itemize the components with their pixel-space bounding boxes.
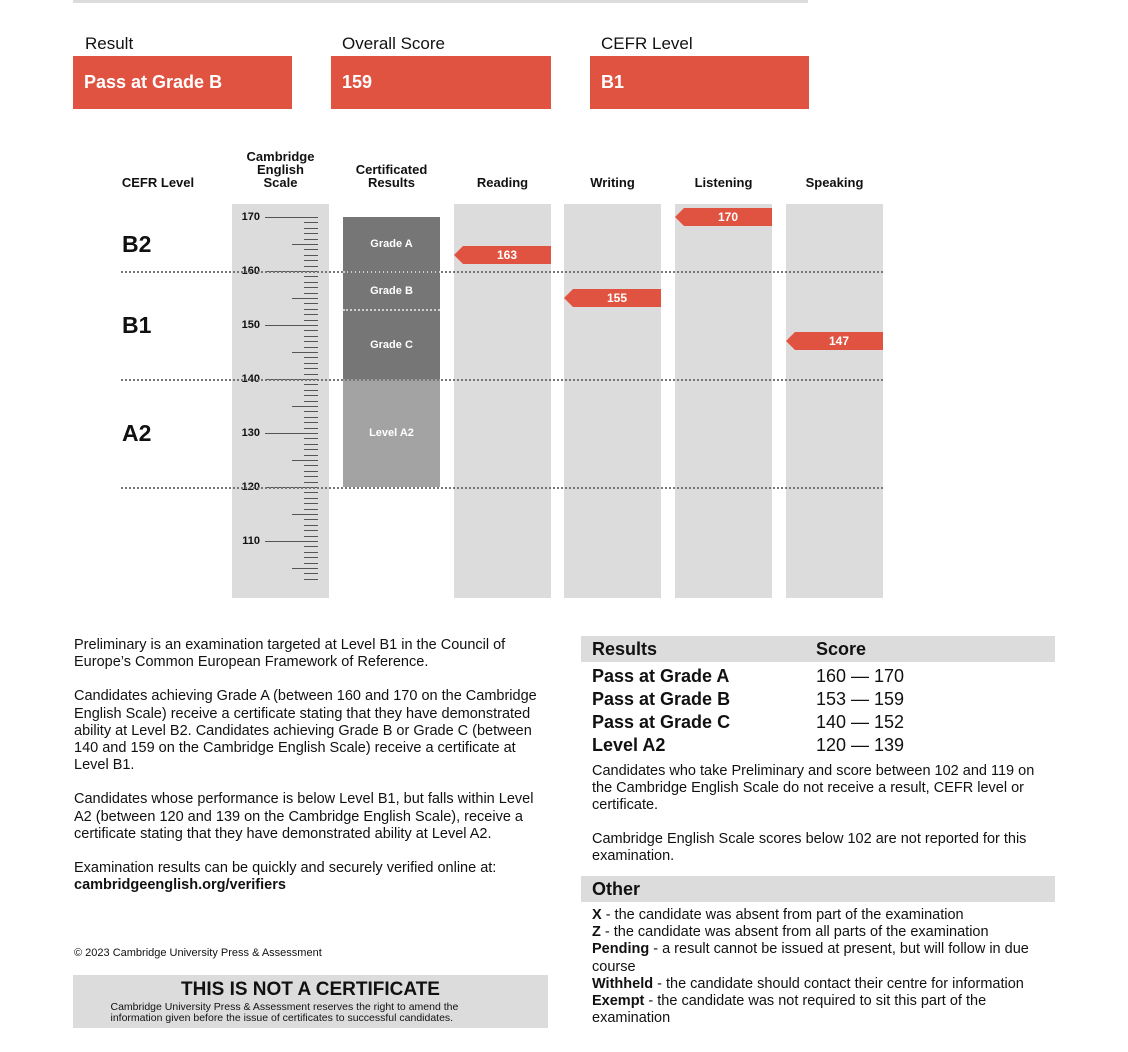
info-paragraph-2: Candidates achieving Grade A (between 160 and 170 on the Cambridge English Scale) receive a certificate stating that they have demonstrated ability at Level B2. Candidates achieving Grade B or Grade C (between 140 and 159 on the Cambridge English Scale) receive a certificate at Level B1. bbox=[74, 688, 537, 774]
scale-minor-tick bbox=[304, 492, 318, 493]
scale-label-150: 150 bbox=[241, 319, 260, 331]
scale-major-tick bbox=[265, 541, 318, 542]
scale-minor-tick bbox=[304, 422, 318, 423]
scale-label-170: 170 bbox=[241, 211, 260, 223]
not-certificate-box bbox=[73, 975, 548, 1028]
scale-minor-tick bbox=[304, 384, 318, 385]
scale-major-tick bbox=[265, 433, 318, 434]
not-certificate-text: Cambridge University Press & Assessment reserves the right to amend the information given before the issue of certificates to successful candidates. bbox=[110, 1001, 459, 1024]
scale-minor-tick bbox=[304, 239, 318, 240]
reading-score-marker: 163 bbox=[463, 246, 551, 264]
results-col-header: Results bbox=[592, 639, 658, 659]
scale-minor-tick bbox=[292, 406, 318, 407]
header-writing: Writing bbox=[590, 175, 635, 190]
score-label: Overall Score bbox=[342, 34, 445, 53]
scale-minor-tick bbox=[304, 330, 318, 331]
scale-minor-tick bbox=[304, 417, 318, 418]
writing-column bbox=[564, 204, 661, 598]
scale-minor-tick bbox=[304, 309, 318, 310]
scale-minor-tick bbox=[304, 579, 318, 580]
scale-minor-tick bbox=[304, 465, 318, 466]
grade-band-a2: Level A2 bbox=[343, 379, 440, 487]
scale-minor-tick bbox=[292, 460, 318, 461]
scale-minor-tick bbox=[304, 368, 318, 369]
scale-minor-tick bbox=[304, 255, 318, 256]
cefr-value: B1 bbox=[590, 56, 809, 109]
scale-minor-tick bbox=[292, 298, 318, 299]
listening-score-marker: 170 bbox=[684, 208, 772, 226]
result-value: Pass at Grade B bbox=[73, 56, 292, 109]
verify-link[interactable]: cambridgeenglish.org/verifiers bbox=[74, 877, 286, 894]
scale-major-tick bbox=[265, 325, 318, 326]
scale-minor-tick bbox=[304, 503, 318, 504]
score-col-header: Score bbox=[816, 639, 867, 659]
scale-minor-tick bbox=[304, 536, 318, 537]
scale-minor-tick bbox=[304, 341, 318, 342]
scale-label-140: 140 bbox=[241, 373, 260, 385]
results-note-2: Cambridge English Scale scores below 102 are not reported for this examination. bbox=[592, 831, 1027, 865]
scale-minor-tick bbox=[304, 303, 318, 304]
scale-minor-tick bbox=[304, 374, 318, 375]
scale-minor-tick bbox=[304, 573, 318, 574]
list-item: Pending - a result cannot be issued at present, but will follow in due course bbox=[592, 941, 1029, 975]
top-rule bbox=[73, 0, 808, 3]
header-certificated-results: Certificated Results bbox=[355, 162, 428, 190]
list-item: Z - the candidate was absent from all parts of the examination bbox=[592, 924, 989, 941]
scale-minor-tick bbox=[304, 260, 318, 261]
info-paragraph-1: Preliminary is an examination targeted at Level B1 in the Council of Europe’s Common European Framework of Reference. bbox=[74, 637, 506, 671]
scale-minor-tick bbox=[304, 530, 318, 531]
info-paragraph-4: Examination results can be quickly and securely verified online at: bbox=[74, 860, 497, 877]
scale-minor-tick bbox=[304, 266, 318, 267]
scale-minor-tick bbox=[292, 514, 318, 515]
scale-minor-tick bbox=[304, 438, 318, 439]
cefr-level-b1: B1 bbox=[122, 312, 152, 338]
other-header: Other bbox=[581, 876, 1055, 902]
scale-minor-tick bbox=[304, 287, 318, 288]
scale-minor-tick bbox=[292, 352, 318, 353]
scale-minor-tick bbox=[304, 233, 318, 234]
list-item: X - the candidate was absent from part of the examination bbox=[592, 907, 964, 923]
scale-minor-tick bbox=[304, 276, 318, 277]
scale-minor-tick bbox=[304, 401, 318, 402]
scale-minor-tick bbox=[304, 449, 318, 450]
list-item: Exempt - the candidate was not required to sit this part of the examination bbox=[592, 993, 987, 1027]
scale-minor-tick bbox=[304, 228, 318, 229]
scale-major-tick bbox=[265, 217, 318, 218]
result-label: Result bbox=[85, 34, 134, 53]
info-text bbox=[74, 637, 544, 894]
info-paragraph-3: Candidates whose performance is below Level B1, but falls within Level A2 (between 120 and 139 on the Cambridge English Scale), receive a certificate stating that they have demonstrated ability at Level A2. bbox=[74, 791, 534, 842]
cefr-boundary-line bbox=[121, 487, 883, 489]
scale-minor-tick bbox=[304, 314, 318, 315]
scale-label-110: 110 bbox=[242, 535, 260, 547]
header-reading: Reading bbox=[476, 175, 529, 190]
scale-minor-tick bbox=[304, 282, 318, 283]
table-row: Pass at Grade B 153 — 159 bbox=[592, 689, 905, 709]
table-row: Pass at Grade A 160 — 170 bbox=[592, 666, 905, 686]
scale-minor-tick bbox=[304, 525, 318, 526]
score-value: 159 bbox=[331, 56, 551, 109]
scale-minor-tick bbox=[304, 444, 318, 445]
scale-minor-tick bbox=[304, 519, 318, 520]
scale-label-160: 160 bbox=[241, 265, 260, 277]
header-listening: Listening bbox=[694, 175, 753, 190]
scale-minor-tick bbox=[304, 563, 318, 564]
copyright: © 2023 Cambridge University Press & Assessment bbox=[74, 947, 322, 959]
scale-minor-tick bbox=[304, 482, 318, 483]
scale-minor-tick bbox=[304, 336, 318, 337]
speaking-column bbox=[786, 204, 883, 598]
cefr-level-a2: A2 bbox=[122, 420, 152, 446]
list-item: Withheld - the candidate should contact their centre for information bbox=[592, 975, 1024, 992]
listening-column bbox=[675, 204, 772, 598]
grade-band-b: Grade B bbox=[343, 271, 440, 309]
cefr-boundary-line bbox=[121, 379, 883, 381]
scale-minor-tick bbox=[304, 455, 318, 456]
scale-minor-tick bbox=[304, 222, 318, 223]
cefr-level-b2: B2 bbox=[122, 231, 152, 257]
results-note-1: Candidates who take Preliminary and score between 102 and 119 on the Cambridge English Scale do not receive a result, CEFR level or certificate. bbox=[592, 763, 1035, 814]
scale-minor-tick bbox=[304, 390, 318, 391]
results-table-header bbox=[581, 636, 1055, 662]
scale-minor-tick bbox=[304, 476, 318, 477]
scale-minor-tick bbox=[304, 395, 318, 396]
scale-label-120: 120 bbox=[241, 481, 260, 493]
scale-minor-tick bbox=[304, 428, 318, 429]
table-row: Level A2 120 — 139 bbox=[592, 735, 905, 755]
scale-minor-tick bbox=[292, 244, 318, 245]
scale-minor-tick bbox=[304, 411, 318, 412]
table-row: Pass at Grade C 140 — 152 bbox=[592, 712, 905, 732]
not-certificate-title: THIS IS NOT A CERTIFICATE bbox=[181, 979, 440, 1000]
scale-minor-tick bbox=[304, 363, 318, 364]
scale-minor-tick bbox=[292, 568, 318, 569]
other-list bbox=[592, 907, 1054, 1027]
scale-minor-tick bbox=[304, 552, 318, 553]
scale-minor-tick bbox=[304, 320, 318, 321]
scale-label-130: 130 bbox=[241, 427, 260, 439]
cefr-label: CEFR Level bbox=[601, 34, 693, 53]
scale-minor-tick bbox=[304, 498, 318, 499]
grade-band-c: Grade C bbox=[343, 309, 440, 379]
scale-minor-tick bbox=[304, 546, 318, 547]
scale-minor-tick bbox=[304, 249, 318, 250]
scale-minor-tick bbox=[304, 357, 318, 358]
header-cambridge-scale: Cambridge English Scale bbox=[246, 149, 315, 190]
scale-minor-tick bbox=[304, 557, 318, 558]
grade-band-a: Grade A bbox=[343, 217, 440, 271]
scale-minor-tick bbox=[304, 293, 318, 294]
scale-minor-tick bbox=[304, 509, 318, 510]
results-table bbox=[592, 665, 1052, 757]
scale-minor-tick bbox=[304, 471, 318, 472]
scale-minor-tick bbox=[304, 347, 318, 348]
writing-score-marker: 155 bbox=[573, 289, 661, 307]
speaking-score-marker: 147 bbox=[795, 332, 883, 350]
header-speaking: Speaking bbox=[805, 175, 864, 190]
header-cefr-level: CEFR Level bbox=[121, 175, 195, 190]
cefr-boundary-line bbox=[121, 271, 883, 273]
